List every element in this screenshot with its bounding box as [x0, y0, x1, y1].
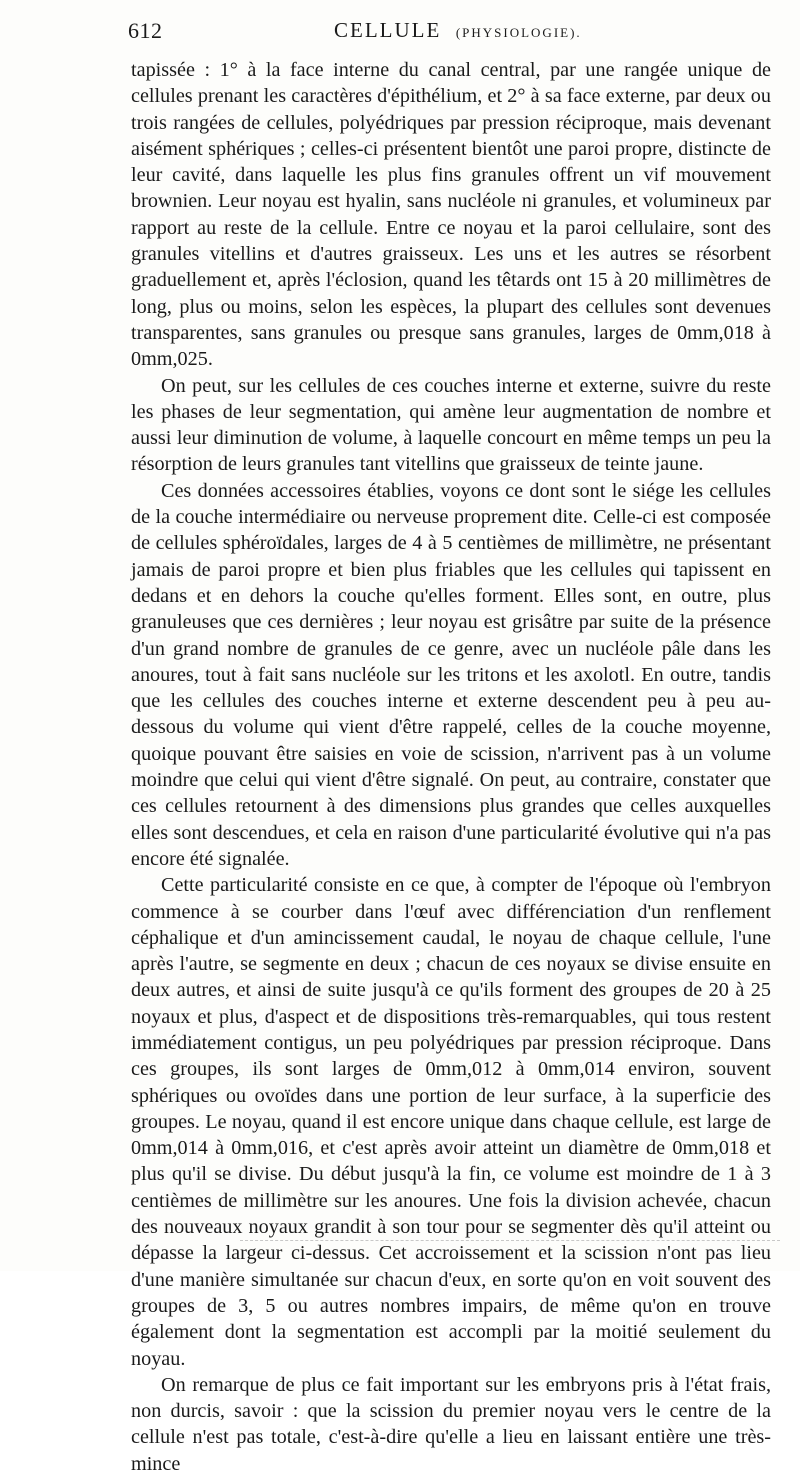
paragraph-2: On peut, sur les cellules de ces couches interne et externe, suivre du reste les phases de leur segmentation, qui amène leur augmentation de nombre et aussi leur diminution de volume, à laquelle concourt en même temps un peu la résorption de leurs granules tant vitellins que graisseux de teinte jaune.: [131, 374, 771, 476]
footer-rule: [240, 1240, 780, 1241]
running-title-subtitle: (PHYSIOLOGIE).: [455, 25, 582, 40]
paragraph-1: tapissée : 1° à la face interne du canal central, par une rangée unique de cellules prenant les caractères d'épithélium, et 2° à sa face externe, par deux ou trois rangées de cellules, polyédriques par pression réciproque, mais devenant aisément sphériques ; celles-ci présentent bientôt une paroi propre, distincte de leur cavité, dans laquelle les plus fins granules offrent un vif mouvement brownien. Leur noyau est hyalin, sans nucléole ni granules, et volumineux par rapport au reste de la cellule. Entre ce noyau et la paroi cellulaire, sont des granules vitellins et d'autres graisseux. Les uns et les autres se résorbent graduellement et, après l'éclosion, quand les têtards ont 15 à 20 millimètres de long, plus ou moins, selon les espèces, la plupart des cellules sont devenues transparentes, sans granules ou presque sans granules, larges de 0mm,018 à 0mm,025.: [131, 59, 771, 371]
running-title: [334, 18, 582, 43]
page-number: 612: [128, 18, 163, 43]
paragraph-5: On remarque de plus ce fait important sur les embryons pris à l'état frais, non durcis, savoir : que la scission du premier noyau vers le centre de la cellule n'est pas totale, c'est-à-dire qu'elle a lieu en laissant entière une très-mince: [131, 1373, 771, 1475]
page-header: [128, 18, 768, 48]
paragraph-4: Cette particularité consiste en ce que, à compter de l'époque où l'embryon commence à se courber dans l'œuf avec différenciation d'un renflement céphalique et d'un amincissement caudal, le noyau de chaque cellule, l'une après l'autre, se segmente en deux ; chacun de ces noyaux se divise ensuite en deux autres, et ainsi de suite jusqu'à ce qu'ils forment des groupes de 20 à 25 noyaux et plus, d'aspect et de dispositions très-remarquables, qui tous restent immédiatement contigus, un peu polyédriques par pression réciproque. Dans ces groupes, ils sont larges de 0mm,012 à 0mm,014 environ, souvent sphériques ou ovoïdes dans une portion de leur surface, à la superficie des groupes. Le noyau, quand il est encore unique dans chaque cellule, est large de 0mm,014 à 0mm,016, et c'est après avoir atteint un diamètre de 0mm,018 et plus qu'il se divise. Du début jusqu'à la fin, ce volume est moindre de 1 à 3 centièmes de millimètre sur les anoures. Une fois la division achevée, chacun des nouveaux noyaux grandit à son tour pour se segmenter dès qu'il atteint ou dépasse la largeur ci-dessus. Cet accroissement et la scission n'ont pas lieu d'une manière simultanée sur chacun d'eux, en sorte qu'on en voit souvent des groupes de 3, 5 ou autres nombres impairs, de même qu'on en trouve également dont la segmentation est accompli par la moitié seulement du noyau.: [131, 874, 771, 1370]
running-title-main: CELLULE: [334, 18, 442, 42]
body-text: [131, 57, 771, 1477]
paragraph-3: Ces données accessoires établies, voyons ce dont sont le siége les cellules de la couche intermédiaire ou nerveuse proprement dite. Celle-ci est composée de cellules sphéroïdales, larges de 4 à 5 centièmes de millimètre, ne présentant jamais de paroi propre et bien plus friables que les cellules qui tapissent en dedans et en dehors la couche qu'elles forment. Elles sont, en outre, plus granuleuses que ces dernières ; leur noyau est grisâtre par suite de la présence d'un grand nombre de granules de ce genre, avec un nucléole pâle dans les anoures, tout à fait sans nucléole sur les tritons et les axolotl. En outre, tandis que les cellules des couches interne et externe descendent peu à peu au-dessous du volume qui vient d'être rappelé, celles de la couche moyenne, quoique pouvant être saisies en voie de scission, n'arrivent pas à un volume moindre que celui qui vient d'être signalé. On peut, au contraire, constater que ces cellules retournent à des dimensions plus grandes que celles auxquelles elles sont descendues, et cela en raison d'une particularité évolutive qui n'a pas encore été signalée.: [131, 479, 771, 870]
